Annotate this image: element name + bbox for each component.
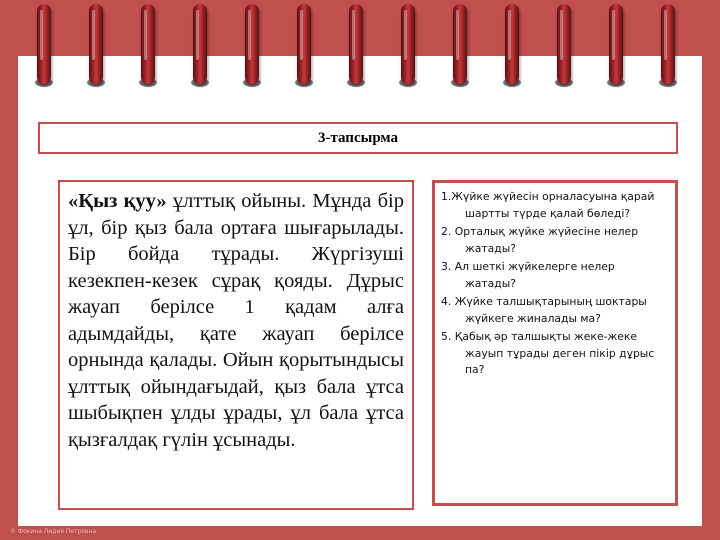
question-item: 4. Жүйке талшықтарының шоктары жүйкеге жиналады ма?: [441, 295, 647, 325]
ring-icon: [551, 4, 577, 102]
question-item: 2. Орталық жүйке жүйесіне нелер жатады?: [441, 225, 639, 255]
ring-icon: [343, 4, 369, 102]
question-item: 5. Қабық әр талшықты жеке-жеке жауып тұрады деген пікір дұрыс па?: [441, 330, 655, 376]
spiral-binding: [0, 0, 720, 110]
ring-icon: [187, 4, 213, 102]
ring-icon: [83, 4, 109, 102]
question-item: 3. Ал шеткі жүйкелерге нелер жатады?: [441, 260, 615, 290]
ring-icon: [239, 4, 265, 102]
ring-icon: [447, 4, 473, 102]
game-description: [68, 188, 404, 453]
ring-icon: [499, 4, 525, 102]
game-name: «Қыз қуу»: [68, 190, 167, 212]
ring-icon: [655, 4, 681, 102]
ring-icon: [291, 4, 317, 102]
game-rules-text: ұлттық ойыны. Мұнда бір ұл, бір қыз бала ортаға шығарылады. Бір бойда тұрады. Жүргізуші кезекпен-кезек сұрақ қояды. Дұрыс жауап берілсе 1 қадам алға адымдайды, қате жауап берілсе орнында қалады. Ойын қорытындысы ұлттық ойындағыдай, қыз бала ұтса шыбықпен ұлды ұрады, ұл бала ұтса қызғалдақ гүлін ұсынады.: [68, 190, 404, 451]
questions-box: [432, 180, 678, 506]
ring-icon: [603, 4, 629, 102]
author-credit: © Фокина Лидия Петровна: [10, 528, 97, 535]
questions-list: [441, 189, 669, 379]
question-item: 1.Жүйке жүйесін орналасуына қарай шартты түрде қалай бөледі?: [441, 190, 655, 220]
game-description-box: [58, 180, 414, 510]
ring-icon: [31, 4, 57, 102]
ring-icon: [395, 4, 421, 102]
task-title-box: [38, 122, 678, 154]
ring-icon: [135, 4, 161, 102]
task-title: 3-тапсырма: [317, 129, 399, 146]
